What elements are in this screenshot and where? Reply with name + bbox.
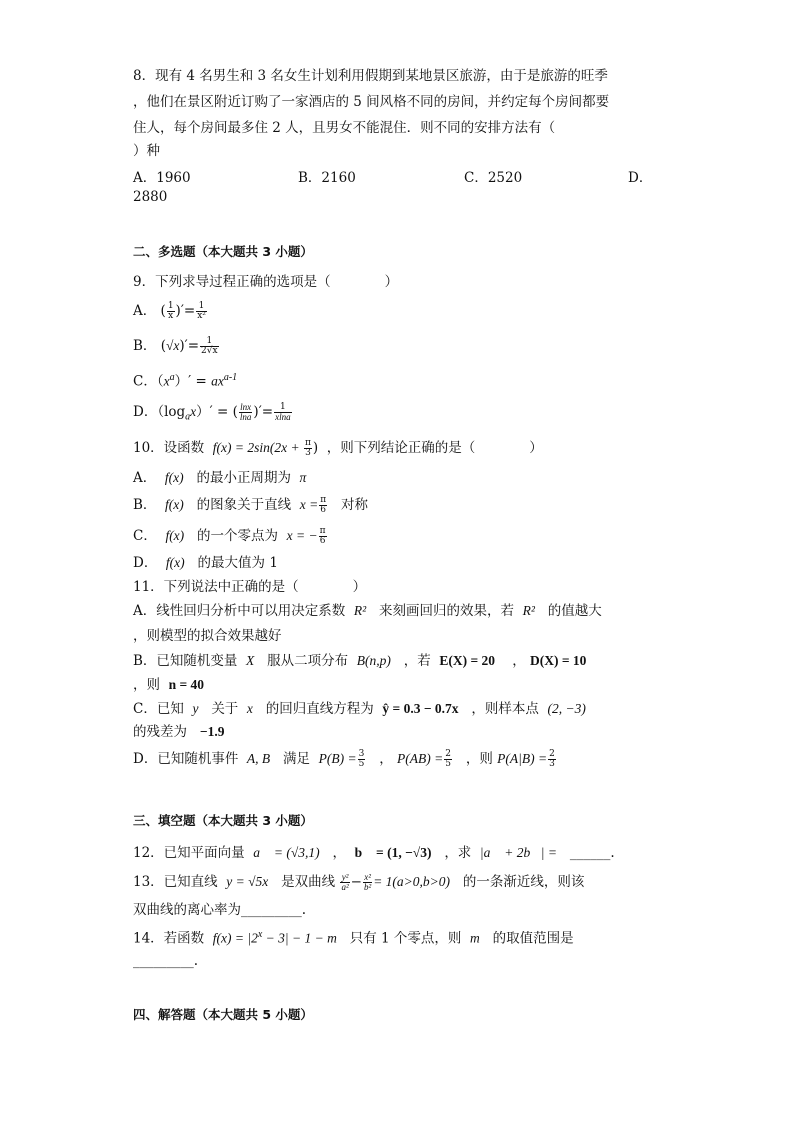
section-answer-heading: 四、解答题（本大题共 5 小题） (133, 1007, 313, 1022)
q12-answer-blank[interactable]: ______. (569, 845, 615, 861)
q9-option-a: A． ( $\frac{1}{x}$ )′= $\frac{1}{\text{x²}}$ (133, 301, 206, 321)
q8-option-c: C．2520 (464, 170, 523, 186)
q11-option-c-line1: C．已知 y 关于 x 的回归直线方程为 ŷ = 0.3 − 0.7x ，则样本点 (2, −3) (133, 701, 586, 717)
q8-line1: 8．现有 4 名男生和 3 名女生计划利用假期到某地景区旅游，由于是旅游的旺季 (133, 68, 608, 84)
q8-option-a: A．1960 (133, 170, 191, 186)
q10-option-c: C． f(x) 的一个零点为 x = − $\frac{\pi}{6}$ (133, 526, 326, 546)
q14-line2: _________. (133, 953, 199, 969)
q11-option-a-line1: A．线性回归分析中可以用决定系数 R² 来刻画回归的效果，若 R² 的值越大 (133, 603, 602, 619)
section-multi-choice-heading: 二、多选题（本大题共 3 小题） (133, 244, 313, 259)
q9-option-c: C．$(x^a)' = ax^{a-1}$ (133, 372, 238, 390)
q10-option-a: A． f(x) 的最小正周期为 π (133, 470, 307, 486)
q11-option-c-line2: 的残差为 −1.9 (133, 724, 225, 740)
q8-option-d-value: 2880 (133, 189, 168, 205)
q8-option-d: D． (628, 170, 653, 186)
q13-line2: 双曲线的离心率为_________. (133, 902, 307, 918)
section-fill-in-heading: 三、填空题（本大题共 3 小题） (133, 813, 313, 828)
q10-option-d: D． f(x) 的最大值为 1 (133, 555, 278, 571)
q11-stem: 11．下列说法中正确的是（ ） (133, 579, 367, 595)
q11-option-b-line1: B．已知随机变量 X 服从二项分布 B(n,p) ，若 E(X) = 20 ， D(X) = 10 (133, 653, 587, 669)
q9-option-d: D．$(\log_ax)'$ = ( $\frac{\ln x}{\ln a}$ )′= $\frac{1}{xlna}$ (133, 402, 291, 423)
q8-line4: ）种 (133, 143, 160, 159)
q12: 12．已知平面向量 a⃗ = (√3,1) ， b⃗ = (1, −√3) ，求 |a⃗ + 2b⃗| = ______. (133, 845, 615, 861)
q8-option-b: B．2160 (298, 170, 356, 186)
q9-option-b: B． (√x)′= $\frac{1}{2√x}$ (133, 336, 218, 356)
q13-line1: 13．已知直线 y = √5x 是双曲线 $\frac{\text{y²}}{\text{a²}}$ − $\frac{\text{x²}}{\text{b²}}$ = 1(a>0,b>0) 的一条渐近线，则该 (133, 872, 585, 892)
q10-option-b: B． f(x) 的图象关于直线 x = $\frac{\pi}{6}$ 对称 (133, 495, 368, 515)
q11-option-a-line2: ，则模型的拟合效果越好 (133, 628, 282, 644)
q11-option-b-line2: ，则 n = 40 (133, 677, 205, 693)
q14-line1: 14．若函数 $f(x) = |2^x - 3| - 1 - m$ 只有 1 个零点，则 m 的取值范围是 (133, 929, 574, 947)
q8-line2: ，他们在景区附近订购了一家酒店的 5 间风格不同的房间，并约定每个房间都要 (133, 94, 610, 110)
q11-option-d: D．已知随机事件 A, B 满足 P(B) = $\frac{3}{5}$ ， P(AB) = $\frac{2}{5}$ ，则 P(A|B) = $\frac{2}{3}$ (133, 749, 555, 769)
q10-stem: 10．设函数 f(x) = 2sin(2x + $\frac{\pi}{3}$ ) ，则下列结论正确的是（ ） (133, 438, 543, 458)
q8-line3: 住人，每个房间最多住 2 人，且男女不能混住．则不同的安排方法有（ (133, 120, 556, 136)
q9-stem: 9．下列求导过程正确的选项是（ ） (133, 274, 399, 290)
